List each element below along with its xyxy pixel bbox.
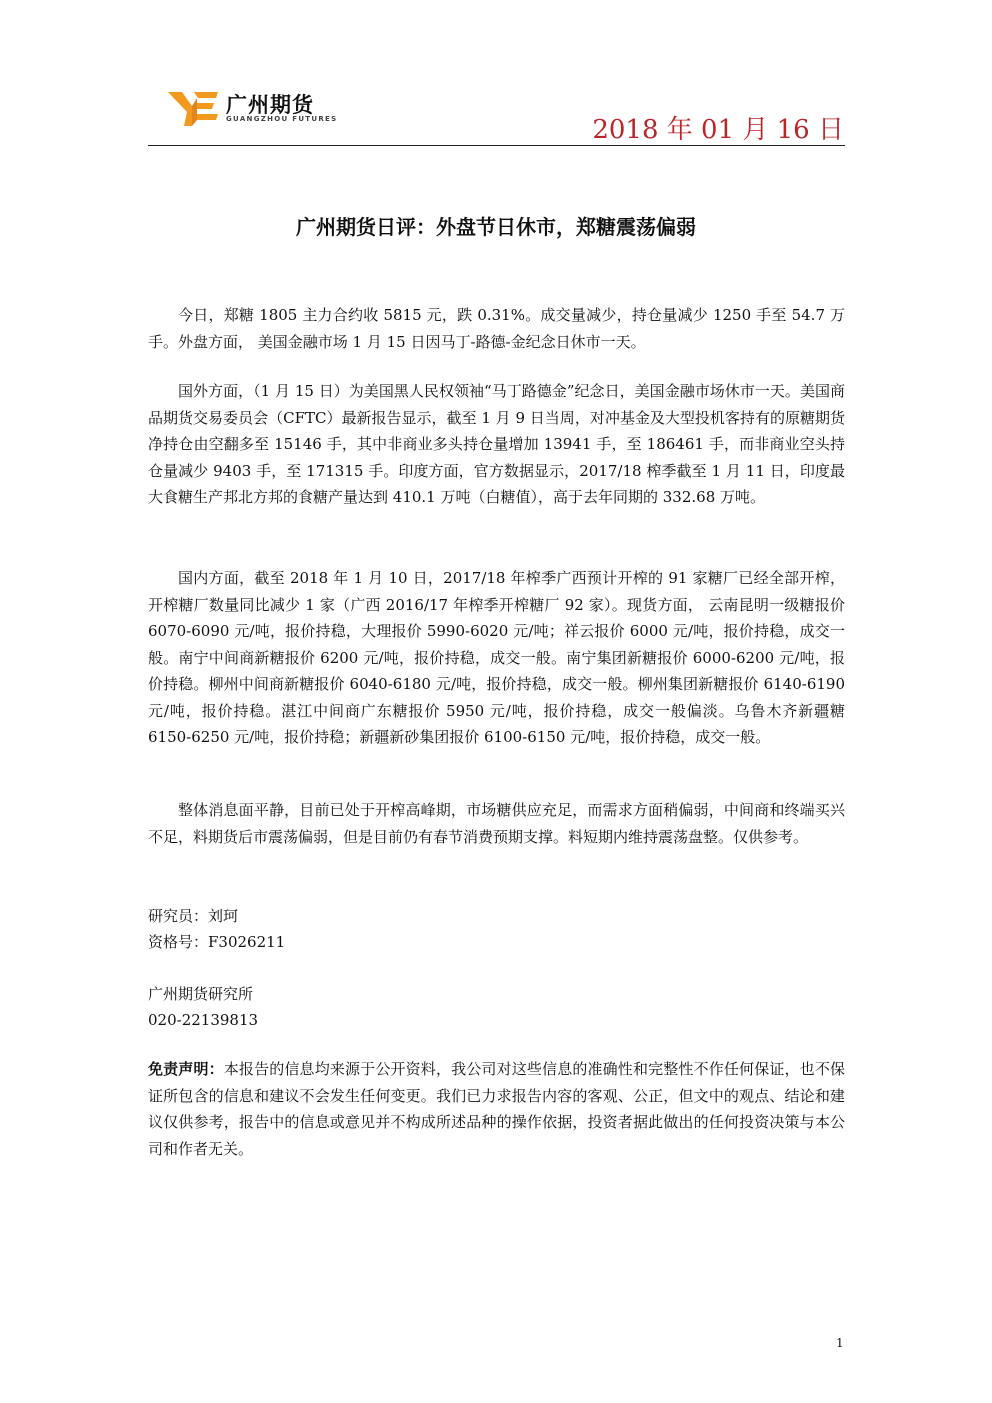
researcher-name: 研究员：刘珂: [148, 907, 239, 925]
report-title: 广州期货日评：外盘节日休市，郑糖震荡偏弱: [296, 215, 696, 239]
disclaimer-label: 免责声明：: [148, 1060, 224, 1078]
paragraph-outlook: 整体消息面平静，目前已处于开榨高峰期，市场糖供应充足，而需求方面稍偏弱，中间商和终端买兴不足，料期货后市震荡偏弱，但是目前仍有春节消费预期支撑。料短期内维持震荡盘整。仅供参考。: [148, 801, 845, 846]
logo-subtitle: GUANGZHOU FUTURES: [226, 115, 338, 123]
header-divider: [148, 145, 845, 146]
paragraph-domestic: 国内方面，截至 2018 年 1 月 10 日，2017/18 年榨季广西预计开榨的 91 家糖厂已经全部开榨，开榨糖厂数量同比减少 1 家（广西 2016/17 年榨季开榨糖厂 92 家）。现货方面， 云南昆明一级糖报价 6070-6090 元/吨，报价持稳，大理报价 5990-6020 元/吨；祥云报价 6000 元/吨，报价持稳，成交一般。南宁中间商新糖报价 6200 元/吨，报价持稳，成交一般。南宁集团新糖报价 6000-6200 元/吨，报价持稳。柳州中间商新糖报价 6040-6180 元/吨，报价持稳，成交一般。柳州集团新糖报价 6140-6190 元/吨，报价持稳。湛江中间商广东糖报价 5950 元/吨，报价持稳，成交一般偏淡。乌鲁木齐新疆糖 6150-6250 元/吨，报价持稳；新疆新砂集团报价 6100-6150 元/吨，报价持稳，成交一般。: [148, 569, 845, 746]
disclaimer: [148, 1056, 845, 1162]
disclaimer-text: 本报告的信息均来源于公开资料，我公司对这些信息的准确性和完整性不作任何保证，也不保证所包含的信息和建议不会发生任何变更。我们已力求报告内容的客观、公正，但文中的观点、结论和建议仅供参考，报告中的信息或意见并不构成所述品种的操作依据，投资者据此做出的任何投资决策与本公司和作者无关。: [148, 1060, 845, 1158]
paragraph-market-summary: 今日，郑糖 1805 主力合约收 5815 元，跌 0.31%。成交量减少，持仓量减少 1250 手至 54.7 万手。外盘方面， 美国金融市场 1 月 15 日因马丁-路德-金纪念日休市一天。: [148, 306, 845, 351]
page-number: 1: [836, 1336, 844, 1350]
license-number: 资格号：F3026211: [148, 933, 286, 951]
institute-phone: 020-22139813: [148, 1011, 259, 1029]
logo-name: 广州期货: [226, 93, 314, 117]
paragraph-overseas: 国外方面，（1 月 15 日）为美国黑人民权领袖“马丁路德金”纪念日，美国金融市场休市一天。美国商品期货交易委员会（CFTC）最新报告显示，截至 1 月 9 日当周，对冲基金及大型投机客持有的原糖期货净持仓由空翻多至 15146 手，其中非商业多头持仓量增加 13941 手，至 186461 手，而非商业空头持仓量减少 9403 手，至 171315 手。印度方面，官方数据显示，2017/18 榨季截至 1 月 11 日，印度最大食糖生产邦北方邦的食糖产量达到 410.1 万吨（白糖值），高于去年同期的 332.68 万吨。: [148, 382, 845, 506]
report-date: 2018 年 01 月 16 日: [592, 115, 844, 145]
institute-name: 广州期货研究所: [148, 985, 254, 1003]
